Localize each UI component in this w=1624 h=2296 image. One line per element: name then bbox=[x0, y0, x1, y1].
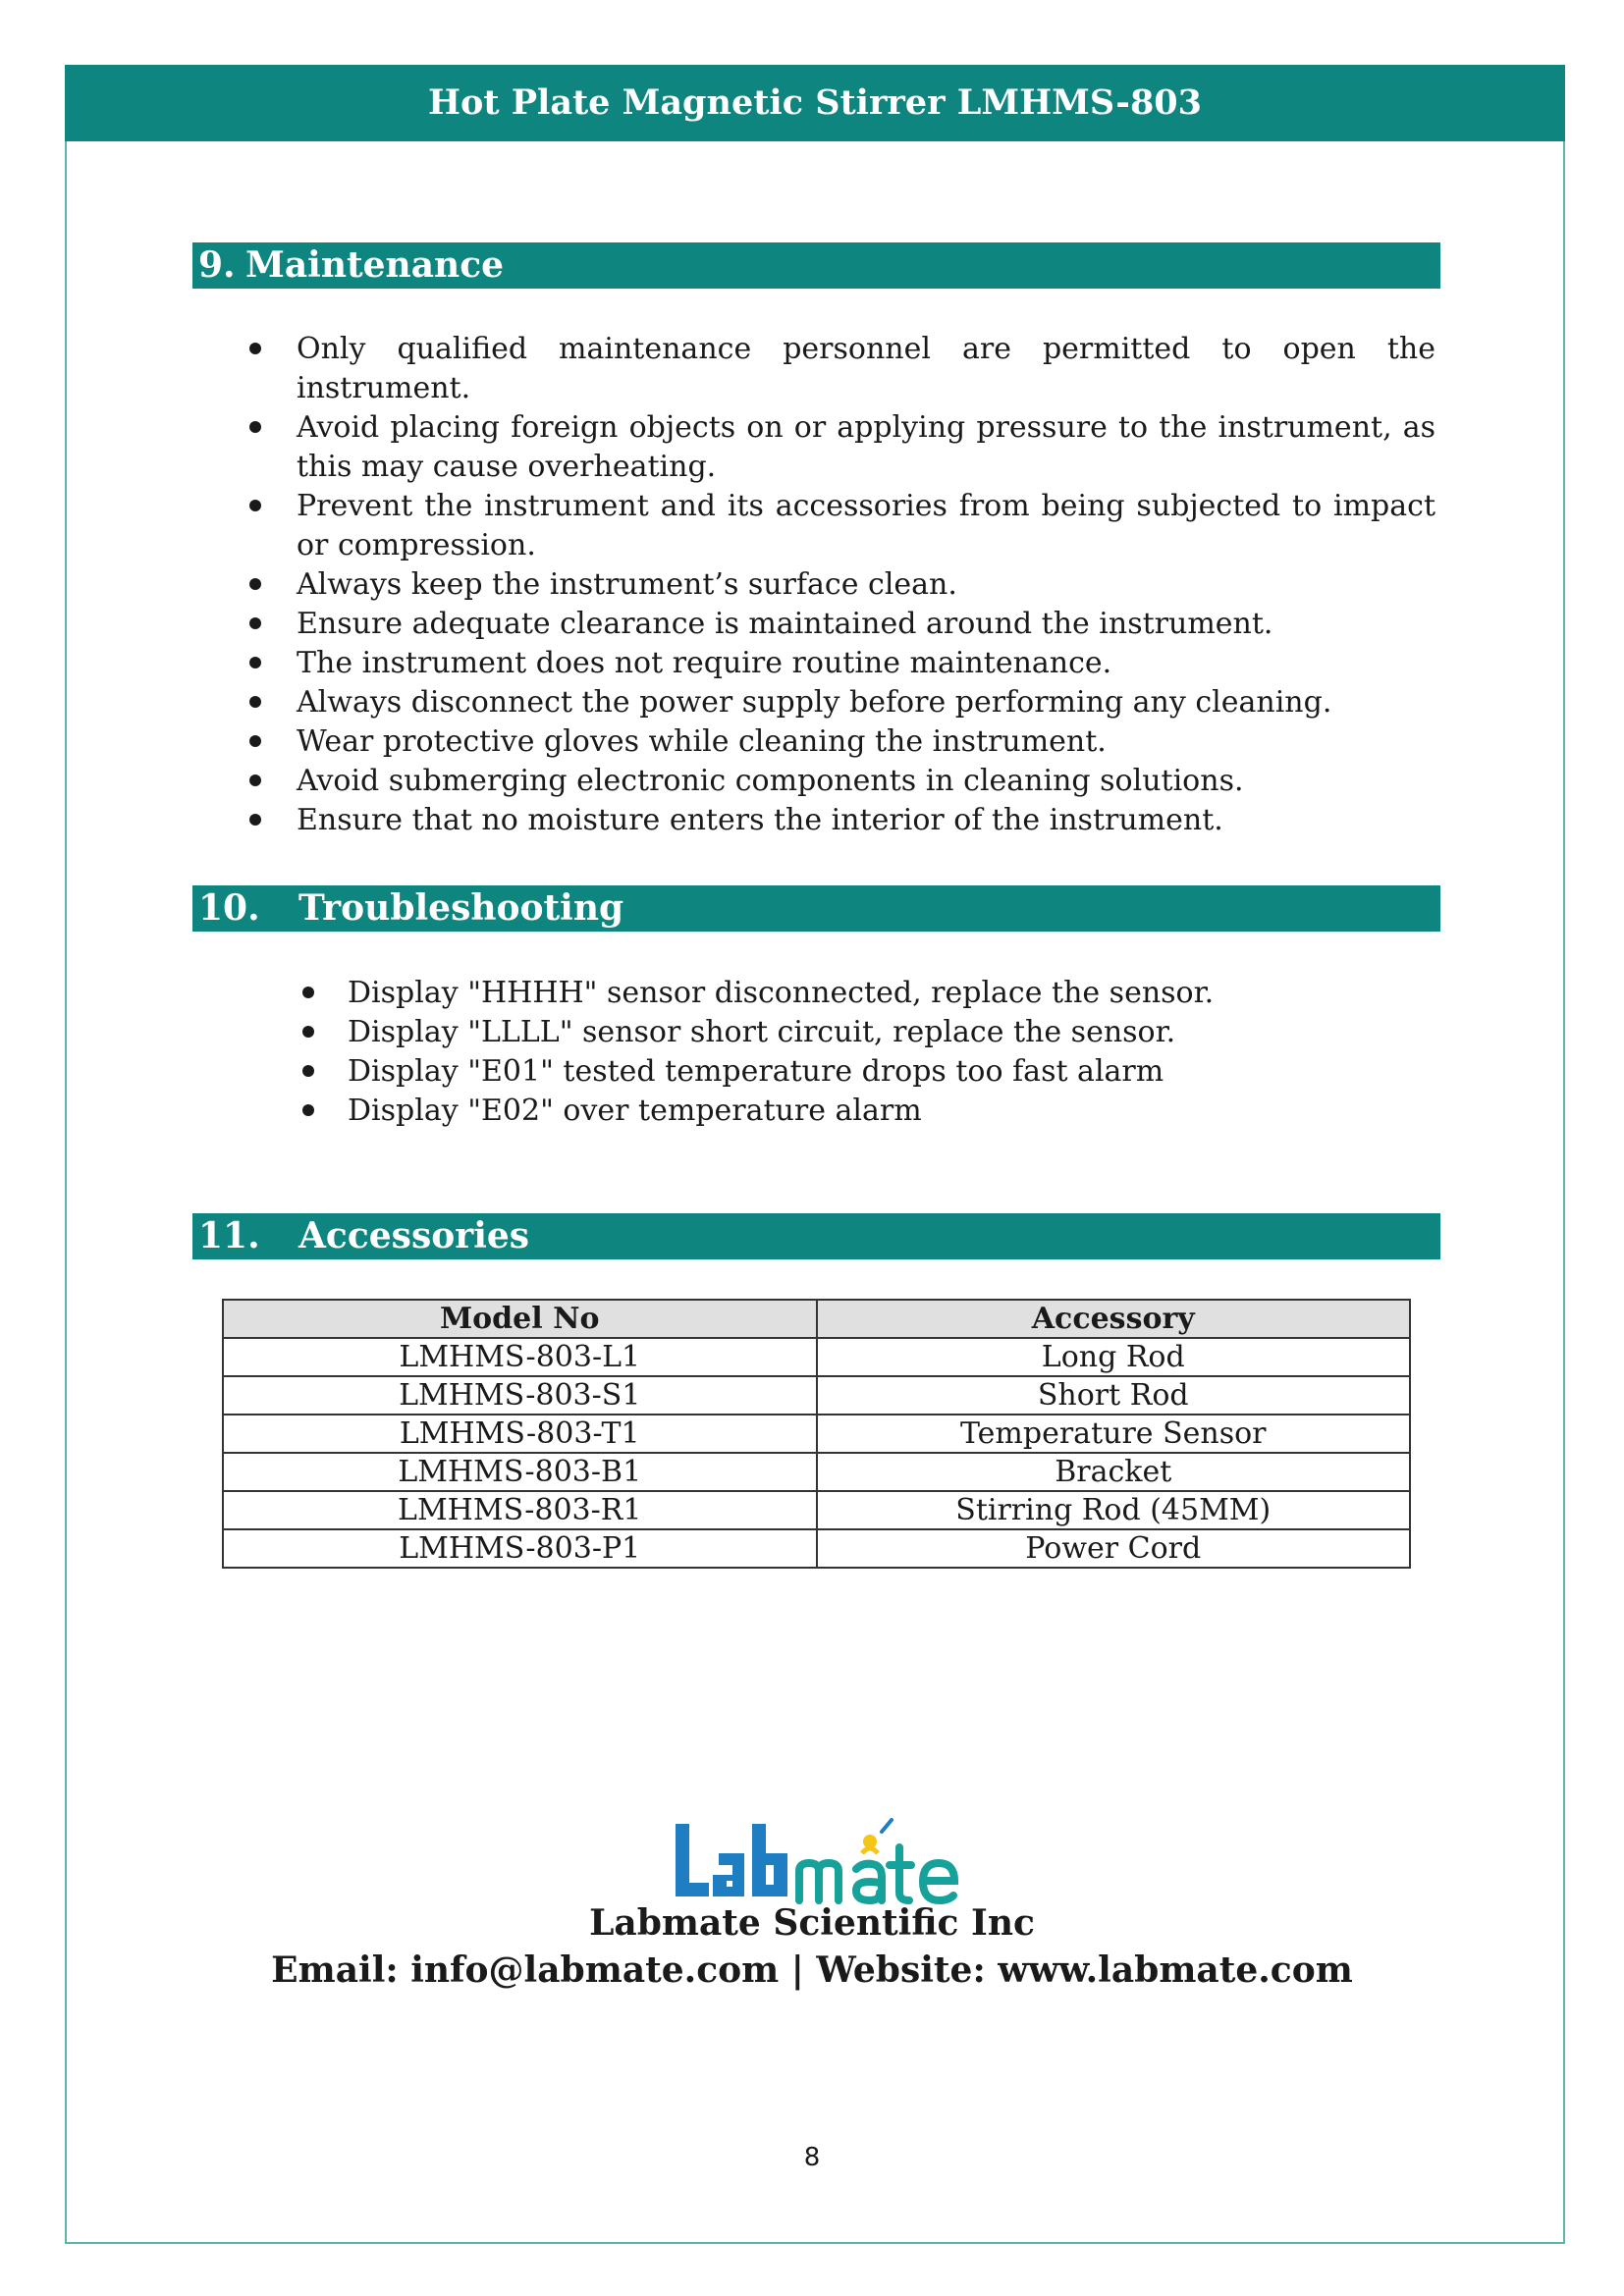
model-cell: LMHMS-803-R1 bbox=[223, 1491, 817, 1529]
list-item: Prevent the instrument and its accessories from being subjected to impact or compression. bbox=[297, 487, 1435, 565]
table-row bbox=[223, 1491, 1410, 1529]
list-item: The instrument does not require routine maintenance. bbox=[297, 644, 1435, 683]
list-item: Wear protective gloves while cleaning the instrument. bbox=[297, 722, 1435, 762]
bullet-icon bbox=[249, 814, 261, 826]
section-title: Maintenance bbox=[245, 244, 505, 286]
bullet-icon bbox=[249, 735, 261, 747]
bullet-icon bbox=[249, 421, 261, 433]
bullet-icon bbox=[249, 578, 261, 590]
section-heading-maintenance bbox=[192, 242, 1440, 289]
model-cell: LMHMS-803-B1 bbox=[223, 1453, 817, 1491]
bullet-icon bbox=[249, 774, 261, 786]
section-number: 9. bbox=[198, 244, 236, 286]
table-row bbox=[223, 1415, 1410, 1453]
list-item: Display "E02" over temperature alarm bbox=[348, 1092, 1428, 1131]
list-item: Ensure adequate clearance is maintained around the instrument. bbox=[297, 605, 1435, 644]
page-header bbox=[65, 65, 1565, 141]
table-row bbox=[223, 1338, 1410, 1376]
column-header-model-no: Model No bbox=[223, 1300, 817, 1338]
list-item: Display "E01" tested temperature drops too fast alarm bbox=[348, 1052, 1428, 1092]
model-cell: LMHMS-803-L1 bbox=[223, 1338, 817, 1376]
model-cell: LMHMS-803-T1 bbox=[223, 1415, 817, 1453]
header-title: Hot Plate Magnetic Stirrer LMHMS-803 bbox=[427, 82, 1203, 123]
list-item: Avoid submerging electronic components in cleaning solutions. bbox=[297, 762, 1435, 801]
model-cell: LMHMS-803-S1 bbox=[223, 1376, 817, 1415]
accessory-cell: Temperature Sensor bbox=[817, 1415, 1411, 1453]
bullet-icon bbox=[249, 617, 261, 629]
section-heading-accessories bbox=[192, 1213, 1440, 1259]
table-row bbox=[223, 1376, 1410, 1415]
labmate-logo-icon bbox=[672, 1814, 966, 1908]
list-item: Display "LLLL" sensor short circuit, replace the sensor. bbox=[348, 1013, 1428, 1052]
troubleshooting-list bbox=[348, 974, 1428, 1131]
list-item: Display "HHHH" sensor disconnected, replace the sensor. bbox=[348, 974, 1428, 1013]
bullet-icon bbox=[302, 987, 314, 998]
accessories-table bbox=[222, 1299, 1411, 1569]
list-item: Avoid placing foreign objects on or applying pressure to the instrument, as this may cause overheating. bbox=[297, 408, 1435, 487]
list-item: Always disconnect the power supply before performing any cleaning. bbox=[297, 683, 1435, 722]
bullet-icon bbox=[302, 1065, 314, 1077]
table-header-row bbox=[223, 1300, 1410, 1338]
table-row bbox=[223, 1453, 1410, 1491]
section-number: 11. bbox=[198, 1215, 260, 1256]
accessory-cell: Long Rod bbox=[817, 1338, 1411, 1376]
list-item: Only qualified maintenance personnel are permitted to open the instrument. bbox=[297, 330, 1435, 408]
list-item: Always keep the instrument’s surface clean. bbox=[297, 565, 1435, 605]
bullet-icon bbox=[302, 1104, 314, 1116]
maintenance-list bbox=[297, 330, 1435, 840]
bullet-icon bbox=[249, 500, 261, 511]
accessory-cell: Power Cord bbox=[817, 1529, 1411, 1568]
bullet-icon bbox=[249, 696, 261, 708]
section-number: 10. bbox=[198, 887, 260, 929]
table-row bbox=[223, 1529, 1410, 1568]
bullet-icon bbox=[302, 1026, 314, 1038]
section-heading-troubleshooting bbox=[192, 885, 1440, 932]
model-cell: LMHMS-803-P1 bbox=[223, 1529, 817, 1568]
company-contact: Email: info@labmate.com | Website: www.labmate.com bbox=[271, 1949, 1353, 1991]
bullet-icon bbox=[249, 657, 261, 668]
company-name: Labmate Scientific Inc bbox=[589, 1902, 1035, 1944]
accessory-cell: Bracket bbox=[817, 1453, 1411, 1491]
page-number: 8 bbox=[803, 2143, 821, 2172]
accessory-cell: Short Rod bbox=[817, 1376, 1411, 1415]
column-header-accessory: Accessory bbox=[817, 1300, 1411, 1338]
accessory-cell: Stirring Rod (45MM) bbox=[817, 1491, 1411, 1529]
section-title: Accessories bbox=[298, 1215, 530, 1256]
bullet-icon bbox=[249, 343, 261, 354]
section-title: Troubleshooting bbox=[298, 887, 624, 929]
list-item: Ensure that no moisture enters the interior of the instrument. bbox=[297, 801, 1435, 840]
